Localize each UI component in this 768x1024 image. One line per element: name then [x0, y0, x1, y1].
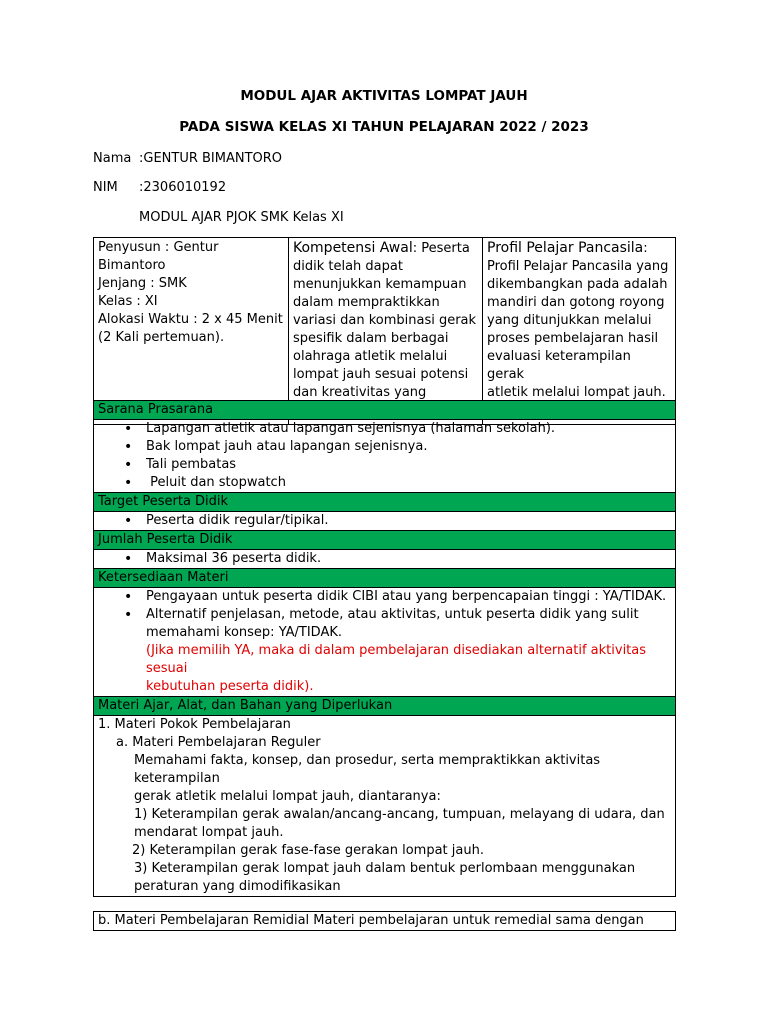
penyusun-cell — [94, 238, 289, 425]
kompetensi-heading: Kompetensi Awal — [293, 240, 413, 256]
remedial-text: b. Materi Pembelajaran Remidial Materi pembelajaran untuk remedial sama dengan — [94, 912, 676, 931]
target-body — [94, 512, 676, 531]
document-title: MODUL AJAR AKTIVITAS LOMPAT JAUH — [240, 88, 528, 104]
kompetensi-line: olahraga atletik melalui — [293, 349, 448, 364]
profil-cell — [483, 238, 676, 425]
list-item: • Peluit dan stopwatch — [146, 474, 671, 492]
profil-line: mandiri dan gotong royong — [487, 295, 665, 310]
list-item: • Peserta didik regular/tipikal. — [146, 512, 671, 530]
profil-colon: : — [643, 241, 648, 256]
kompetensi-line: didik telah dapat — [293, 259, 403, 274]
materi-line: a. Materi Pembelajaran Reguler — [116, 735, 321, 750]
profil-heading: Profil Pelajar Pancasila — [487, 240, 644, 256]
alokasi-line: Alokasi Waktu : 2 x 45 Menit — [98, 312, 283, 327]
jenjang-line: Jenjang : SMK — [98, 276, 187, 291]
alokasi-line: (2 Kali pertemuan). — [98, 330, 225, 345]
list-item: • Tali pembatas — [146, 456, 671, 474]
materi-body — [94, 716, 676, 897]
list-item-line: memahami konsep: YA/TIDAK. — [146, 625, 343, 640]
profil-line: dikembangkan pada adalah — [487, 277, 668, 292]
list-item: • Pengayaan untuk peserta didik CIBI atau yang berpencapaian tinggi : YA/TIDAK. — [146, 588, 671, 606]
document-subtitle: PADA SISWA KELAS XI TAHUN PELAJARAN 2022 / 2023 — [179, 119, 589, 135]
profil-line: Profil Pelajar Pancasila yang — [487, 259, 669, 274]
profil-line: yang ditunjukkan melalui — [487, 313, 652, 328]
kompetensi-line: lompat jauh sesuai potensi — [293, 367, 469, 382]
ketersediaan-header: Ketersediaan Materi — [94, 569, 676, 588]
materials-table — [93, 400, 676, 897]
nim-label: NIM — [93, 180, 118, 195]
kompetensi-line: dalam mempraktikkan — [293, 295, 440, 310]
module-subtitle: MODUL AJAR PJOK SMK Kelas XI — [139, 210, 344, 225]
jumlah-body — [94, 550, 676, 569]
materi-line: 1. Materi Pokok Pembelajaran — [98, 717, 291, 732]
materi-line: Memahami fakta, konsep, dan prosedur, serta mempraktikkan aktivitas keterampilan — [134, 753, 601, 786]
materi-line: mendarat lompat jauh. — [134, 825, 284, 840]
section-header — [94, 493, 676, 512]
profil-line: atletik melalui lompat jauh. — [487, 385, 666, 400]
section-header — [94, 531, 676, 550]
nama-label: Nama — [93, 151, 132, 166]
info-table — [93, 237, 676, 425]
kompetensi-line: spesifik dalam berbagai — [293, 331, 449, 346]
nim-value: :2306010192 — [139, 180, 227, 195]
list-item-line: • Alternatif penjelasan, metode, atau aktivitas, untuk peserta didik yang sulit — [146, 607, 639, 622]
kompetensi-line: variasi dan kombinasi gerak — [293, 313, 477, 328]
kelas-line: Kelas : XI — [98, 294, 158, 309]
section-header — [94, 697, 676, 716]
ketersediaan-body — [94, 588, 676, 697]
sarana-list — [98, 420, 671, 492]
red-note: (Jika memilih YA, maka di dalam pembelajaran disediakan alternatif aktivitas sesuai — [146, 643, 647, 676]
target-header: Target Peserta Didik — [94, 493, 676, 512]
profil-line: proses pembelajaran hasil — [487, 331, 659, 346]
list-item: • Bak lompat jauh atau lapangan sejenisnya. — [146, 438, 671, 456]
red-note: kebutuhan peserta didik). — [146, 679, 314, 694]
sarana-body — [94, 420, 676, 493]
nama-value: :GENTUR BIMANTORO — [139, 151, 283, 166]
list-item — [146, 606, 671, 696]
materi-line: 2) Keterampilan gerak fase-fase gerakan lompat jauh. — [132, 843, 484, 858]
materi-line: gerak atletik melalui lompat jauh, diantaranya: — [134, 789, 441, 804]
materi-line: 1) Keterampilan gerak awalan/ancang-ancang, tumpuan, melayang di udara, dan — [134, 807, 665, 822]
section-header — [94, 569, 676, 588]
list-item: • Maksimal 36 peserta didik. — [146, 550, 671, 568]
kompetensi-line: dan kreativitas yang — [293, 385, 427, 400]
kompetensi-cell — [289, 238, 483, 425]
remedial-table — [93, 911, 676, 931]
list-item: • Lapangan atletik atau lapangan sejenisnya (halaman sekolah). — [146, 420, 671, 438]
profil-line: evaluasi keterampilan gerak — [487, 349, 631, 382]
penyusun-line: Penyusun : Gentur — [98, 240, 219, 255]
materi-header: Materi Ajar, Alat, dan Bahan yang Diperlukan — [94, 697, 676, 716]
info-row — [94, 238, 676, 425]
jumlah-header: Jumlah Peserta Didik — [94, 531, 676, 550]
penyusun-line: Bimantoro — [98, 258, 166, 273]
materi-line: peraturan yang dimodifikasikan — [134, 879, 341, 894]
materi-line: 3) Keterampilan gerak lompat jauh dalam bentuk perlombaan menggunakan — [134, 861, 636, 876]
sarana-header: Sarana Prasarana — [94, 401, 676, 420]
section-header — [94, 401, 676, 420]
kompetensi-line: : Peserta — [412, 241, 470, 256]
kompetensi-line: menunjukkan kemampuan — [293, 277, 467, 292]
